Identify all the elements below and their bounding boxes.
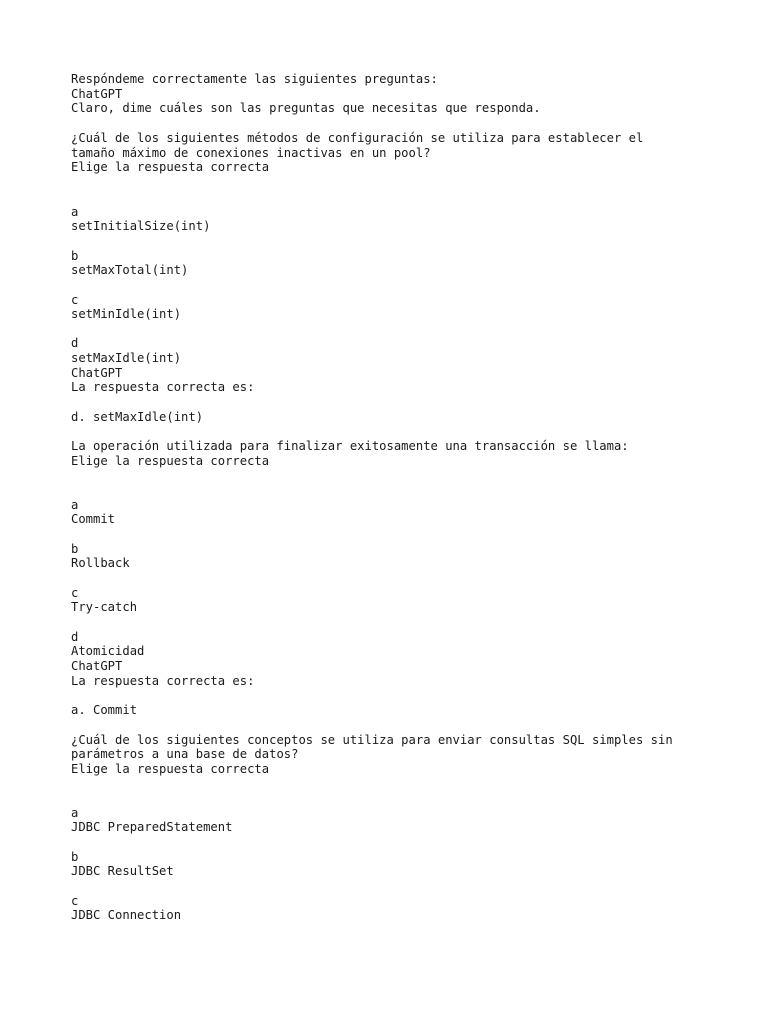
text-line: JDBC Connection xyxy=(71,908,182,922)
text-line: Atomicidad xyxy=(71,644,145,658)
text-line: b xyxy=(71,249,79,263)
text-line: c xyxy=(71,894,79,908)
text-line: setInitialSize(int) xyxy=(71,219,211,233)
text-line: tamaño máximo de conexiones inactivas en un pool? xyxy=(71,146,431,160)
text-line: c xyxy=(71,293,79,307)
text-line: ¿Cuál de los siguientes conceptos se utiliza para enviar consultas SQL simples sin xyxy=(71,733,673,747)
text-line: Respóndeme correctamente las siguientes preguntas: xyxy=(71,72,438,86)
text-line: La operación utilizada para finalizar exitosamente una transacción se llama: xyxy=(71,439,629,453)
text-line: Try-catch xyxy=(71,600,138,614)
text-line: a xyxy=(71,806,79,820)
text-line: d xyxy=(71,336,79,350)
text-line: La respuesta correcta es: xyxy=(71,674,255,688)
text-line: ChatGPT xyxy=(71,87,123,101)
text-line: Elige la respuesta correcta xyxy=(71,762,270,776)
text-line: La respuesta correcta es: xyxy=(71,380,255,394)
text-line: parámetros a una base de datos? xyxy=(71,747,299,761)
text-line: a. Commit xyxy=(71,703,138,717)
text-line: d. setMaxIdle(int) xyxy=(71,410,204,424)
text-line: b xyxy=(71,542,79,556)
text-line: JDBC ResultSet xyxy=(71,864,174,878)
text-line: d xyxy=(71,630,79,644)
text-line: JDBC PreparedStatement xyxy=(71,820,233,834)
text-line: Elige la respuesta correcta xyxy=(71,160,270,174)
text-line: a xyxy=(71,205,79,219)
text-line: ChatGPT xyxy=(71,366,123,380)
text-line: setMaxIdle(int) xyxy=(71,351,182,365)
text-line: Commit xyxy=(71,512,116,526)
text-line: setMaxTotal(int) xyxy=(71,263,189,277)
text-line: a xyxy=(71,498,79,512)
text-line: Rollback xyxy=(71,556,130,570)
text-line: Claro, dime cuáles son las preguntas que necesitas que responda. xyxy=(71,101,541,115)
text-line: Elige la respuesta correcta xyxy=(71,454,270,468)
text-line: c xyxy=(71,586,79,600)
text-line: ¿Cuál de los siguientes métodos de configuración se utiliza para establecer el xyxy=(71,131,644,145)
text-line: setMinIdle(int) xyxy=(71,307,182,321)
text-line: ChatGPT xyxy=(71,659,123,673)
text-line: b xyxy=(71,850,79,864)
